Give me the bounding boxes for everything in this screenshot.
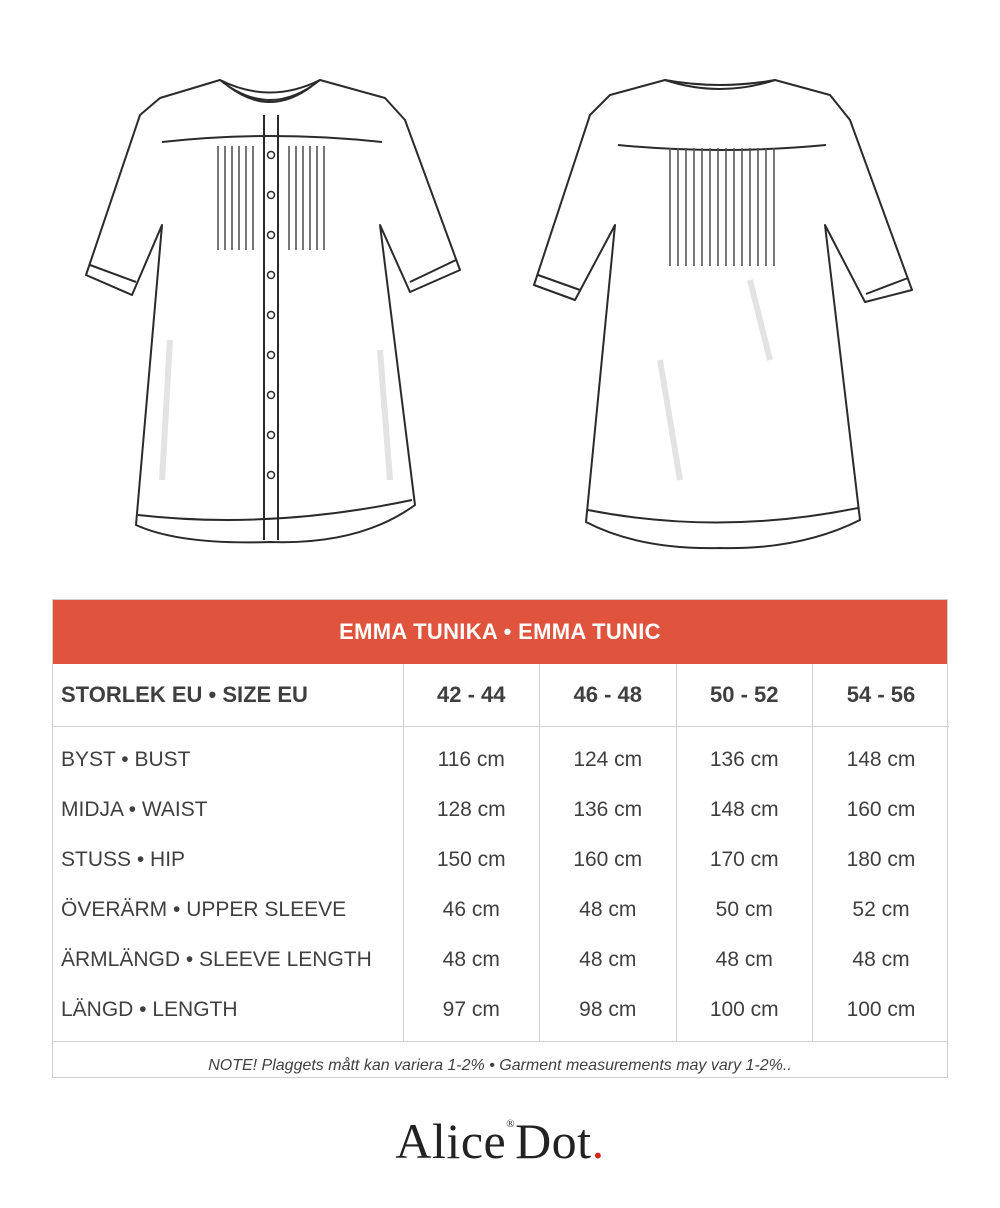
table-cell: 148 cm	[813, 727, 950, 786]
table-cell: 160 cm	[540, 835, 677, 885]
table-cell: 48 cm	[403, 935, 540, 985]
table-cell: 48 cm	[813, 935, 950, 985]
size-column-header: 42 - 44	[403, 664, 540, 727]
brand-name-part1: Alice	[395, 1113, 507, 1169]
table-row	[53, 985, 949, 1041]
row-label: STUSS • HIP	[61, 848, 186, 871]
table-row	[53, 935, 949, 985]
table-cell: 52 cm	[813, 885, 950, 935]
size-column-header: 54 - 56	[813, 664, 950, 727]
table-cell: 98 cm	[540, 985, 677, 1041]
table-cell: 136 cm	[676, 727, 813, 786]
table-cell: 148 cm	[676, 785, 813, 835]
row-label: ÄRMLÄNGD • SLEEVE LENGTH	[61, 948, 372, 971]
table-cell: 46 cm	[403, 885, 540, 935]
brand-logo	[0, 1112, 1000, 1170]
table-cell: 180 cm	[813, 835, 950, 885]
table-cell: 116 cm	[403, 727, 540, 786]
table-row	[53, 835, 949, 885]
size-chart	[52, 599, 948, 1078]
garment-illustrations	[0, 0, 1000, 580]
size-column-header: 50 - 52	[676, 664, 813, 727]
size-chart-title: EMMA TUNIKA • EMMA TUNIC	[53, 600, 947, 664]
row-label: LÄNGD • LENGTH	[61, 998, 238, 1021]
table-row	[53, 727, 949, 786]
table-row	[53, 885, 949, 935]
table-row	[53, 785, 949, 835]
table-cell: 100 cm	[813, 985, 950, 1041]
table-cell: 48 cm	[540, 935, 677, 985]
row-label: ÖVERÄRM • UPPER SLEEVE	[61, 898, 347, 921]
table-cell: 100 cm	[676, 985, 813, 1041]
table-cell: 124 cm	[540, 727, 677, 786]
tunic-back-illustration	[520, 60, 920, 550]
size-header-row	[53, 664, 949, 727]
brand-dot: .	[591, 1113, 605, 1169]
row-label: MIDJA • WAIST	[61, 798, 208, 821]
tunic-front-illustration	[70, 60, 470, 550]
size-column-header: 46 - 48	[540, 664, 677, 727]
size-header-label: STORLEK EU • SIZE EU	[53, 664, 403, 727]
table-cell: 160 cm	[813, 785, 950, 835]
measurement-note: NOTE! Plaggets mått kan variera 1-2% • Garment measurements may vary 1-2%..	[53, 1041, 947, 1090]
table-cell: 136 cm	[540, 785, 677, 835]
table-cell: 128 cm	[403, 785, 540, 835]
size-chart-table	[53, 664, 949, 1041]
row-label: BYST • BUST	[61, 748, 191, 771]
brand-name-part2: Dot	[515, 1113, 592, 1169]
registered-mark: ®	[506, 1118, 516, 1130]
table-cell: 97 cm	[403, 985, 540, 1041]
table-cell: 48 cm	[540, 885, 677, 935]
table-cell: 50 cm	[676, 885, 813, 935]
table-cell: 150 cm	[403, 835, 540, 885]
table-cell: 170 cm	[676, 835, 813, 885]
table-cell: 48 cm	[676, 935, 813, 985]
